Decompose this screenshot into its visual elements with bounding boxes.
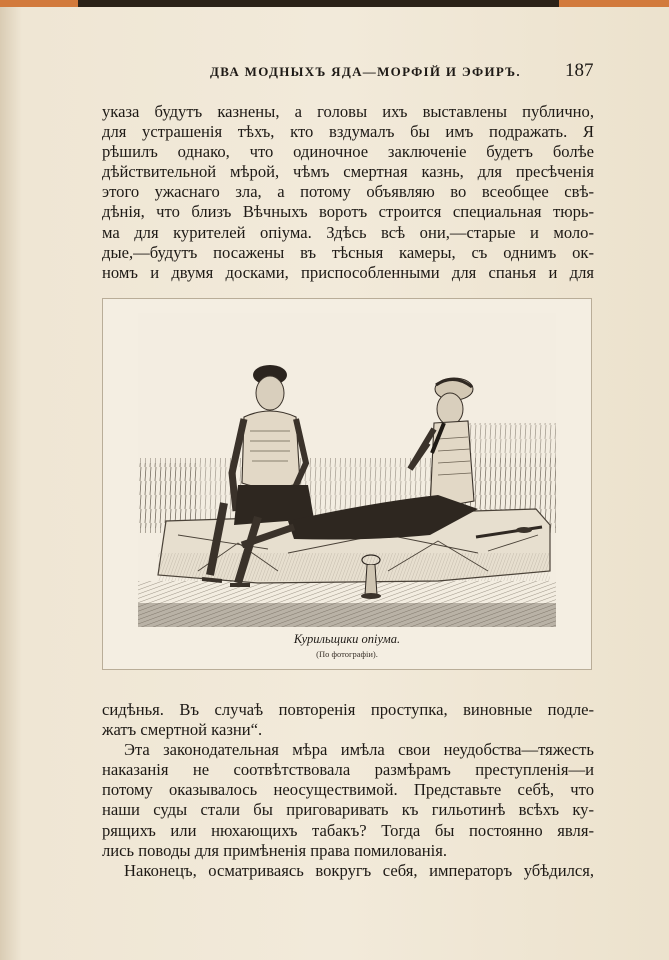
text-line: лись поводы для примѣненія права помилованія.	[102, 840, 448, 860]
running-title: ДВА МОДНЫХЪ ЯДА—МОРФІЙ И ЭФИРЪ.	[210, 64, 521, 79]
scan-edge-accent	[0, 0, 78, 7]
text-line: Наконецъ, осматриваясь вокругъ себя, императоръ убѣдился,	[124, 860, 594, 880]
text-line: дѣйствительной мѣрой, чѣмъ смертная казнь, для пресѣченія	[102, 162, 594, 182]
text-line: рѣшилъ однако, что одиночное заключеніе будетъ болѣе	[102, 142, 594, 162]
text-line: Эта законодательная мѣра имѣла свои неудобства—тяжесть	[124, 740, 594, 760]
text-line: наши суды стали бы приговаривать къ гильотинѣ всѣхъ ку-	[102, 800, 594, 820]
text-line: для устрашенія тѣхъ, кто вздумалъ бы имъ подражать. Я	[102, 122, 594, 142]
text-line: этого ужаснаго зла, а потому объявляю во всеобщее свѣ-	[102, 182, 594, 202]
text-line: дѣнія, что близъ Вѣчныхъ воротъ строится специальная тюрь-	[102, 202, 594, 222]
opium-smokers-engraving	[138, 313, 556, 627]
scan-edge-accent	[559, 0, 669, 7]
illustration-figure	[102, 298, 592, 670]
figure-source-note: (По фотографіи).	[316, 649, 378, 659]
text-line: сидѣнья. Въ случаѣ повторенія проступка, виновные подле-	[102, 700, 594, 719]
text-line: потому оказывалось неосуществимой. Представьте себѣ, что	[102, 780, 594, 800]
text-line: указа будутъ казнены, а головы ихъ выставлены публично,	[102, 102, 594, 121]
page-number: 187	[565, 60, 594, 81]
figure-caption: Курильщики опіума.	[293, 632, 401, 646]
bottom-paragraph	[102, 700, 594, 881]
text-line: наказанія не соотвѣтствовала размѣрамъ преступленія—и	[102, 760, 594, 780]
text-line: ма для курителей опіума. Здѣсь всѣ они,—старые и моло-	[102, 222, 594, 242]
text-line: жатъ смертной казни“.	[102, 720, 263, 740]
text-line: дые,—будутъ посажены въ тѣсныя камеры, съ однимъ ок-	[102, 242, 594, 262]
text-line: номъ и двумя досками, приспособленными для спанья и для	[102, 262, 594, 282]
top-paragraph	[102, 102, 594, 283]
text-line: рящихъ или нюхающихъ табакъ? Тогда бы постоянно явля-	[102, 820, 594, 840]
